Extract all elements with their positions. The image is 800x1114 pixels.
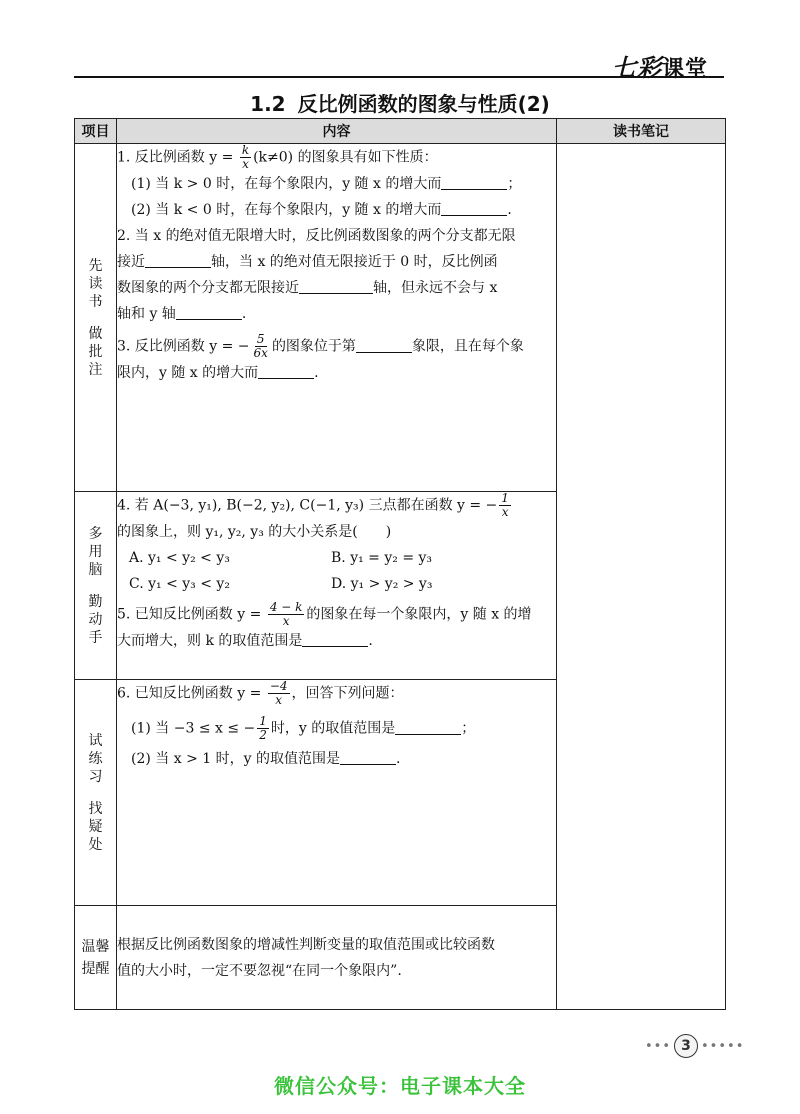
question-6: 6. 已知反比例函数 y = $\frac{-4}{x}$ ，回答下列问题： (117, 679, 404, 707)
answer-blank[interactable] (356, 336, 412, 353)
question-1: 1. 反比例函数 y = $\frac{k}{x}$ (k≠0) 的图象具有如下性质： (117, 143, 438, 171)
page-number-badge: ••• 3 ••••• (645, 1034, 744, 1058)
section-label-thinking: 多用脑 勤动手 (75, 492, 117, 680)
section-label-practice: 试练习 找疑处 (75, 680, 117, 906)
option-b[interactable]: B. y₁ = y₂ = y₃ (331, 550, 433, 566)
section-content-thinking: 4. 若 A(−3, y₁), B(−2, y₂), C(−1, y₃) 三点都在函数 y = − $\frac{1}{x}$ 的图象上，则 y₁, y₂, y₃ 的大小关系是( ) A. y₁ < y₂ < y₃ B. y₁ = y₂ = y₃ C. y₁ < y₃ < y₂ D. y₁ > y₂ > y₃ 5. 已知反比例函数 y = $\frac{4 - k}{x}$ 的图象在每一个象限内，y 随 x 的增 大而增大，则 k 的取值范围是 . (117, 492, 557, 680)
question-3: 3. 反比例函数 y = − $\frac{5}{6x}$ 的图象位于第 象限，且在每个象 (117, 332, 524, 360)
answer-blank[interactable] (176, 303, 242, 320)
section-title: 反比例函数的图象与性质(2) (297, 92, 550, 116)
section-number: 1.2 (250, 92, 286, 116)
answer-blank[interactable] (258, 362, 314, 379)
watermark: 微信公众号：电子课本大全 (274, 1074, 526, 1098)
question-6-part-2: (2) 当 x > 1 时，y 的取值范围是 . (117, 746, 556, 772)
section-content-reminder: 根据反比例函数图象的增减性判断变量的取值范围或比较函数 值的大小时，一定不要忽视“在同一个象限内”. (117, 906, 557, 1010)
brand-script: 七彩 (611, 54, 662, 82)
brand-text: 课堂 (661, 57, 708, 82)
question-4: 4. 若 A(−3, y₁), B(−2, y₂), C(−1, y₃) 三点都在函数 y = − $\frac{1}{x}$ (117, 491, 509, 519)
option-c[interactable]: C. y₁ < y₃ < y₂ (129, 576, 230, 592)
answer-blank[interactable] (441, 173, 507, 190)
options-row (117, 545, 556, 571)
question-5: 5. 已知反比例函数 y = $\frac{4 - k}{x}$ 的图象在每一个象限内，y 随 x 的增 (117, 600, 532, 628)
header-content: 内容 (117, 119, 557, 144)
page-number: 3 (674, 1034, 698, 1058)
table-header-row (75, 119, 726, 144)
answer-blank[interactable] (340, 748, 396, 765)
section-row-reading (75, 144, 726, 492)
options-row (117, 571, 556, 597)
question-1-part-2: (2) 当 k < 0 时，在每个象限内，y 随 x 的增大而 . (117, 197, 556, 223)
section-label-reading: 先读书 做批注 (75, 144, 117, 492)
section-label-reminder: 温馨提醒 (75, 906, 117, 1010)
header-rule (74, 76, 724, 78)
page-title (0, 88, 800, 117)
notes-cell[interactable] (557, 144, 726, 1010)
answer-blank[interactable] (145, 251, 211, 268)
question-1-part-1: (1) 当 k > 0 时，在每个象限内，y 随 x 的增大而 ； (117, 171, 556, 197)
study-table (74, 118, 726, 1010)
question-2: 2. 当 x 的绝对值无限增大时，反比例函数图象的两个分支都无限 (117, 228, 516, 244)
option-a[interactable]: A. y₁ < y₂ < y₃ (129, 550, 230, 566)
answer-blank[interactable] (299, 277, 373, 294)
header-item: 项目 (75, 119, 117, 144)
answer-blank[interactable] (395, 718, 461, 735)
answer-blank[interactable] (441, 199, 507, 216)
section-content-practice (117, 680, 557, 906)
header-notes: 读书笔记 (557, 119, 726, 144)
answer-blank[interactable] (302, 630, 368, 647)
question-6-part-1: (1) 当 −3 ≤ x ≤ − $\frac{1}{2}$ 时，y 的取值范围是 ； (131, 714, 476, 742)
section-content-reading: 1. 反比例函数 y = $\frac{k}{x}$ (k≠0) 的图象具有如下性质： (1) 当 k > 0 时，在每个象限内，y 随 x 的增大而 ； (2) 当 k < 0 时，在每个象限内，y 随 x 的增大而 . 2. 当 x 的绝对值无限增大时，反比例函数图象的两个分支都无限 接近 轴，当 x 的绝对值无限接近于 0 时，反比例函 数图象的两个分支都无限接近 轴，但永远不会与 x 轴和 y 轴 . 3. 反比例函数 y = − $\frac{5}{6x}$ 的图象位于第 象限，且在每个象 限内，y 随 x 的增大而 . (117, 144, 557, 492)
option-d[interactable]: D. y₁ > y₂ > y₃ (331, 576, 433, 592)
